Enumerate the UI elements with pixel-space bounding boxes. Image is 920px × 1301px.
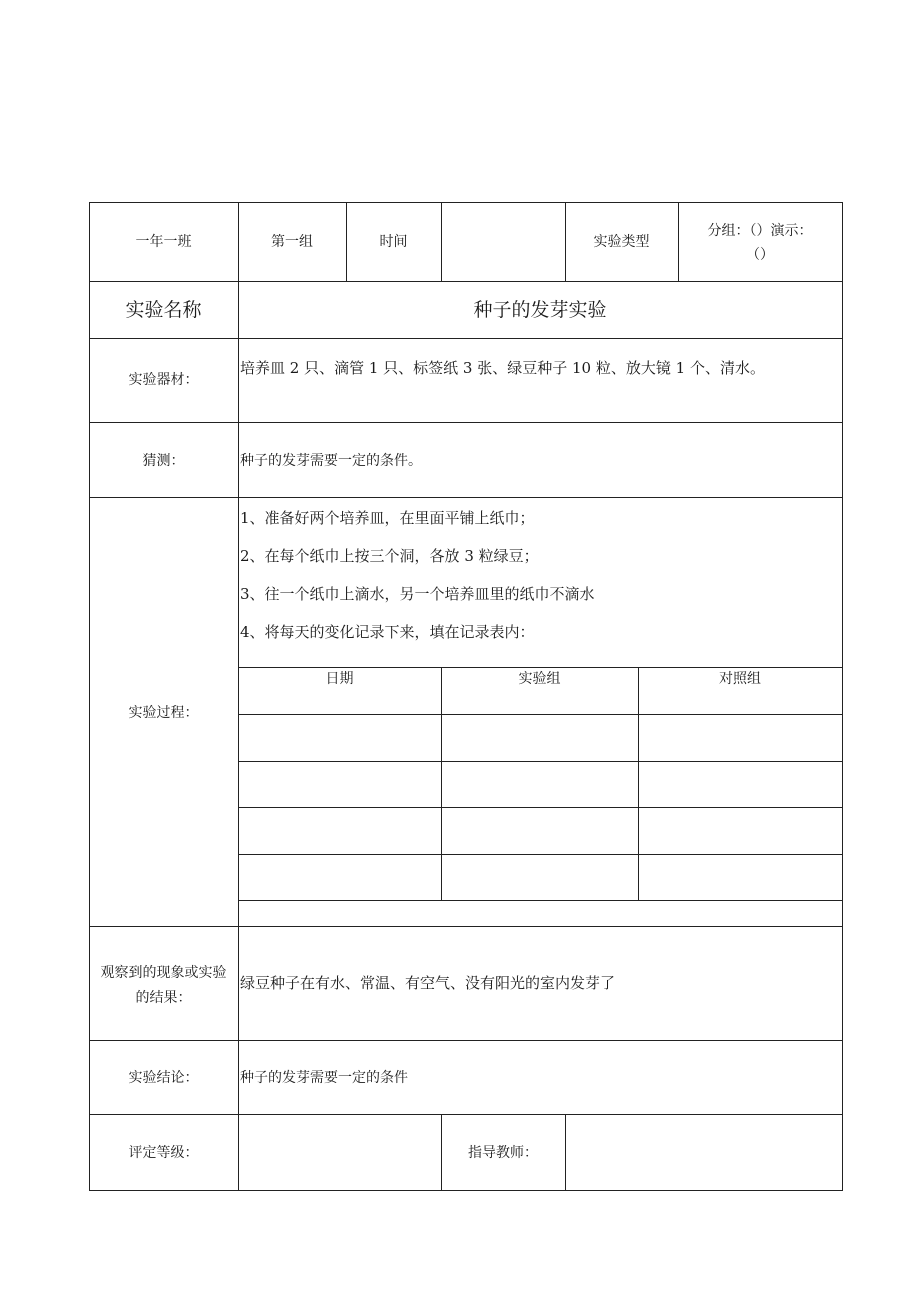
hypothesis-value: 种子的发芽需要一定的条件。 [240, 453, 422, 469]
experiment-type-options-cont: （） [746, 247, 774, 263]
observation-label-cont: 的结果： [135, 990, 192, 1006]
grade-label: 评定等级： [128, 1145, 199, 1161]
experiment-type-options[interactable]: 分组：（）演示： [707, 223, 813, 239]
header-cell-divider [441, 202, 442, 281]
time-label: 时间 [379, 234, 408, 250]
group-name: 第一组 [271, 234, 313, 250]
record-table-row-divider [238, 854, 843, 855]
teacher-label: 指导教师： [468, 1145, 538, 1161]
row-divider [89, 422, 843, 423]
experiment-type-label: 实验类型 [593, 234, 650, 250]
process-step: 2、在每个纸巾上按三个洞，各放 3 粒绿豆； [240, 547, 539, 565]
header-cell-divider [678, 202, 679, 281]
row-divider [89, 926, 843, 927]
row-divider [89, 281, 843, 282]
process-step: 4、将每天的变化记录下来，填在记录表内： [240, 623, 535, 641]
record-table-row-divider [238, 714, 843, 715]
conclusion-label: 实验结论： [128, 1070, 199, 1086]
class-name: 一年一班 [135, 234, 192, 250]
process-step: 1、准备好两个培养皿，在里面平铺上纸巾； [240, 509, 535, 527]
hypothesis-label: 猜测： [142, 453, 185, 469]
conclusion-value: 种子的发芽需要一定的条件 [240, 1070, 408, 1086]
record-table-column-divider [441, 667, 442, 900]
table-border-right [842, 202, 843, 1191]
table-border-left [89, 202, 90, 1191]
materials-label: 实验器材： [128, 372, 199, 388]
label-column-divider [238, 202, 239, 1191]
experiment-name-label: 实验名称 [125, 299, 202, 321]
record-table-column-divider [638, 667, 639, 900]
experiment-name-value: 种子的发芽实验 [473, 299, 607, 321]
row-divider [89, 497, 843, 498]
record-header-date: 日期 [325, 671, 354, 687]
footer-cell-divider [565, 1114, 566, 1190]
table-border-bottom [89, 1190, 843, 1191]
process-step: 3、往一个纸巾上滴水，另一个培养皿里的纸巾不滴水 [240, 585, 595, 603]
observation-label: 观察到的现象或实验 [100, 965, 227, 981]
record-table-row-divider [238, 761, 843, 762]
row-divider [89, 1040, 843, 1041]
record-table-top [238, 667, 843, 668]
record-header-experimental-group: 实验组 [518, 671, 561, 687]
table-border-top [89, 202, 843, 203]
row-divider [89, 1114, 843, 1115]
record-table-bottom [238, 900, 843, 901]
record-header-control-group: 对照组 [719, 671, 761, 687]
row-divider [89, 338, 843, 339]
materials-value: 培养皿 2 只、滴管 1 只、标签纸 3 张、绿豆种子 10 粒、放大镜 1 个、清水。 [240, 359, 765, 377]
observation-value: 绿豆种子在有水、常温、有空气、没有阳光的室内发芽了 [240, 974, 616, 992]
record-table-row-divider [238, 807, 843, 808]
process-label: 实验过程： [128, 705, 199, 721]
